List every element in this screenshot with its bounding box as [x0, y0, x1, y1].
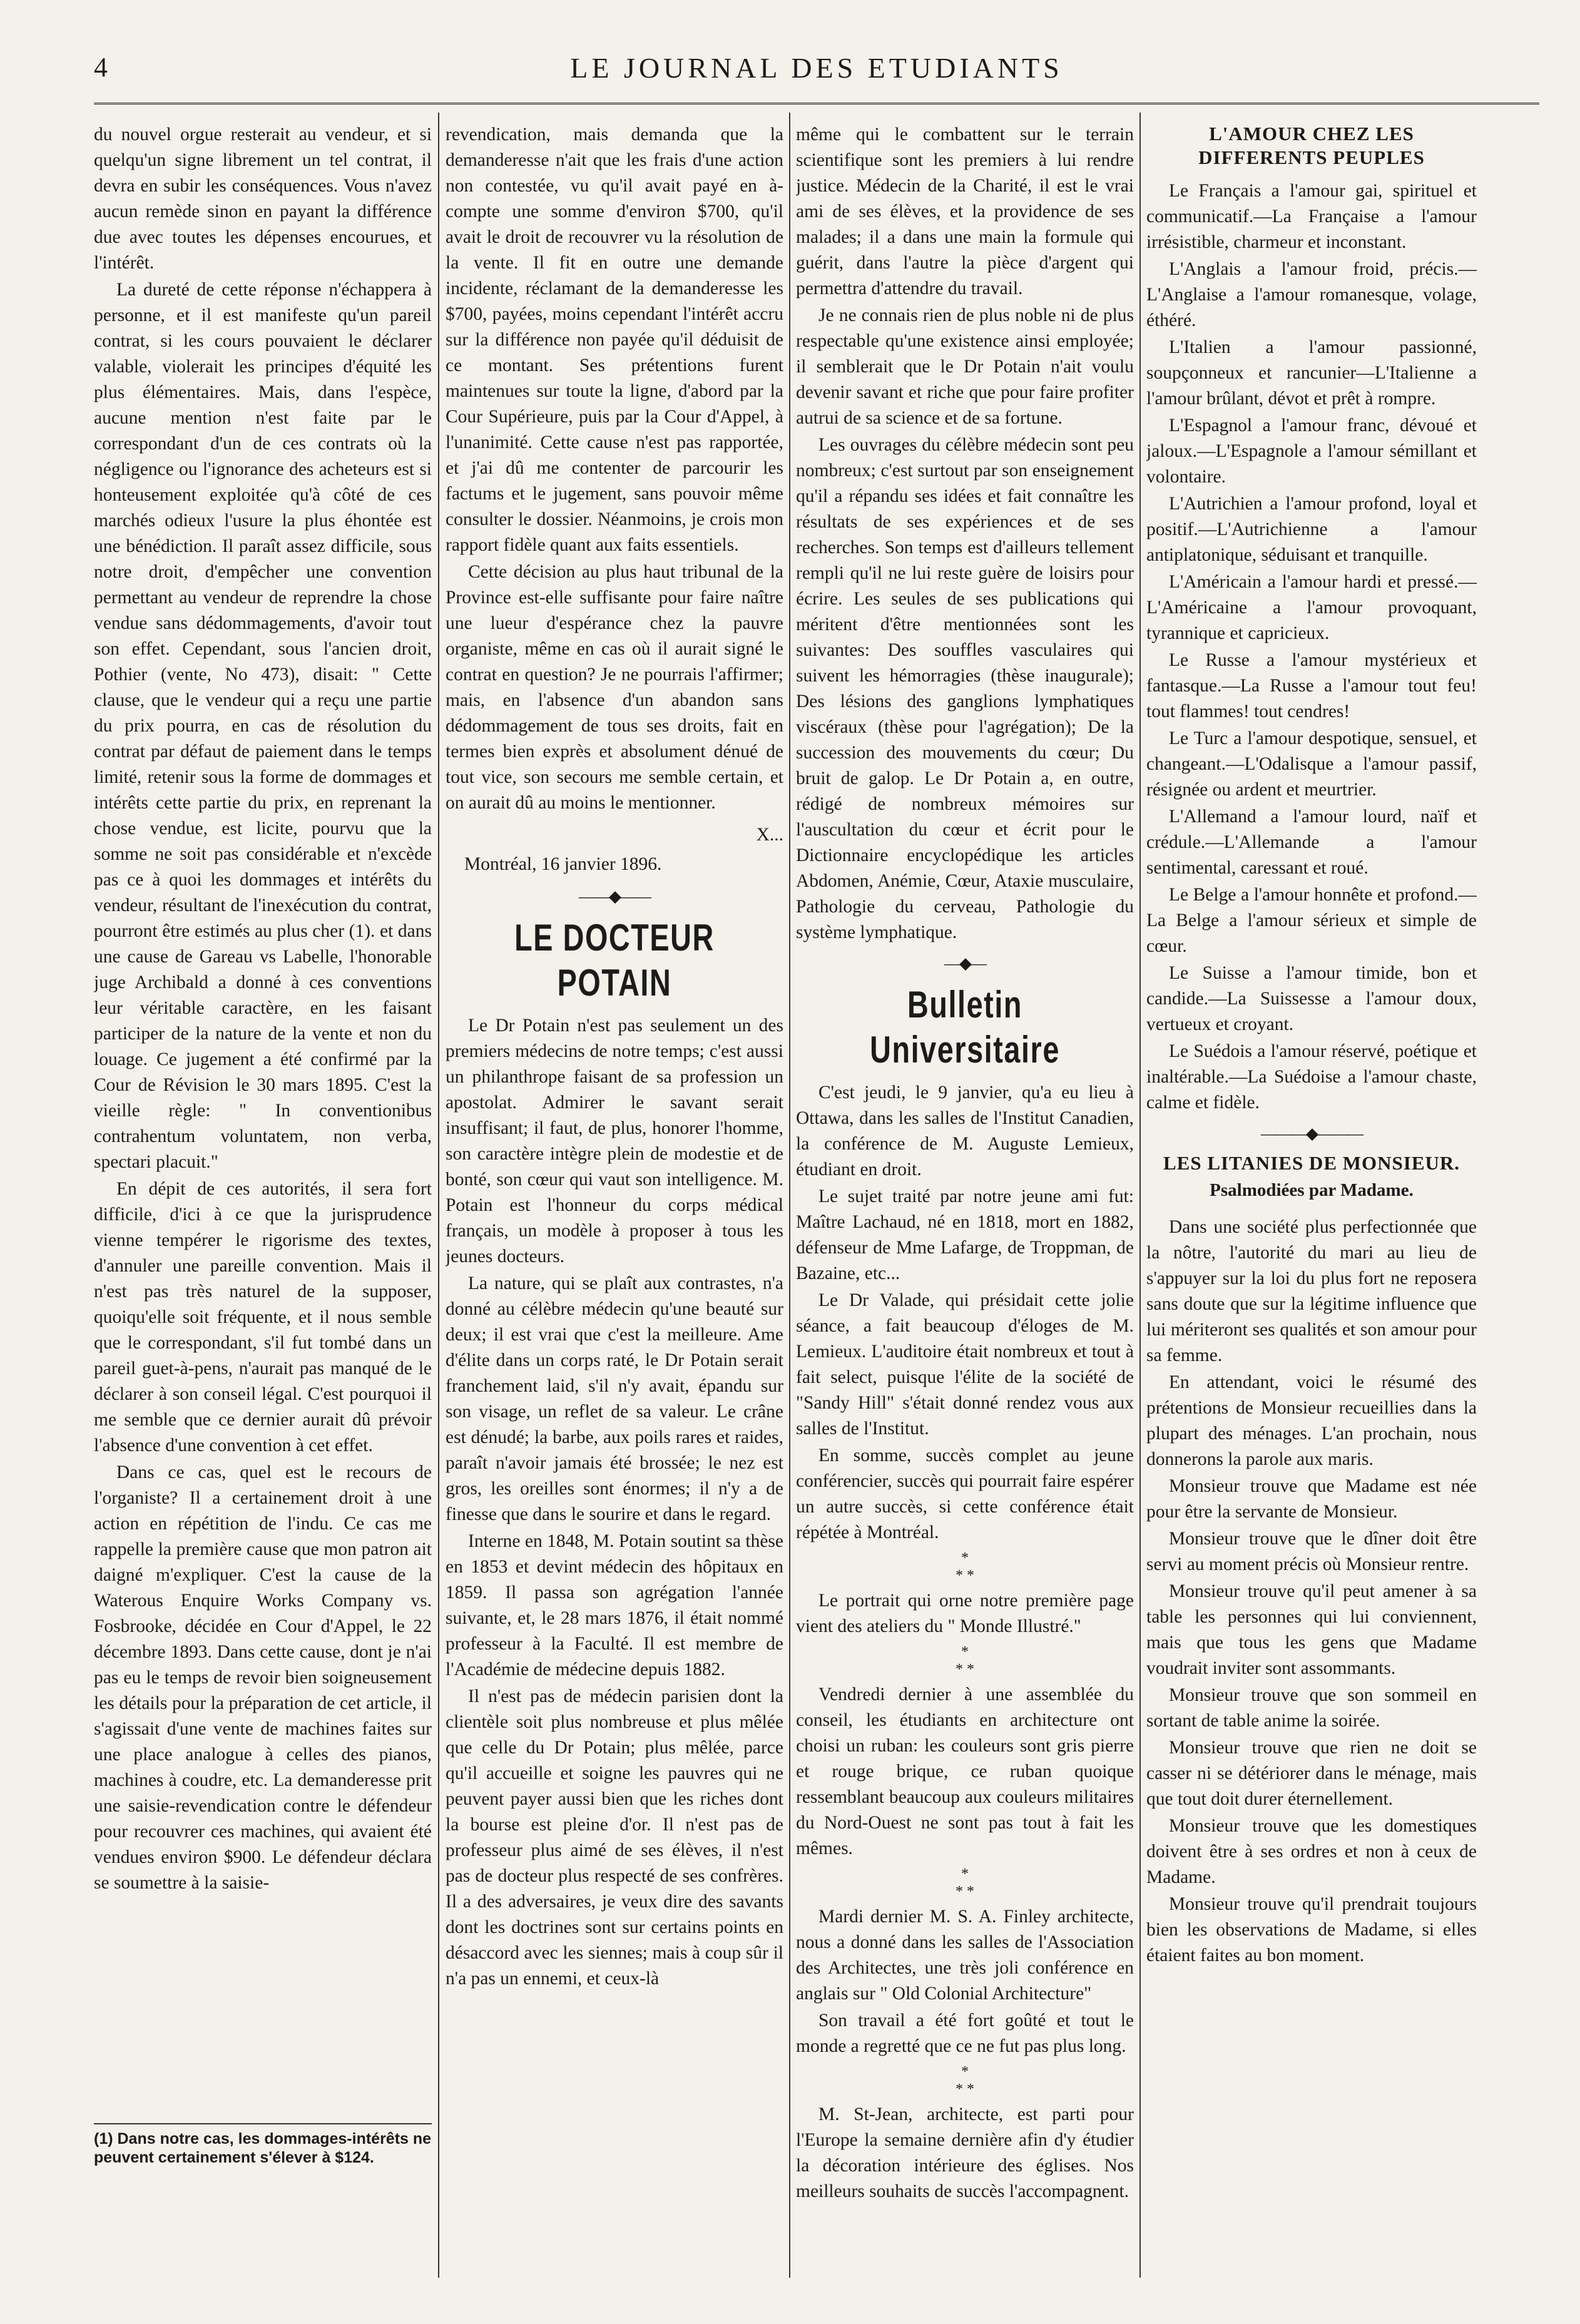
paragraph: La dureté de cette réponse n'échappera à personne, et il est manifeste qu'un pareil contrat, si les cours pouvaient le déclarer valable, violerait les principes d'équité les plus élémentaires. Mais, dans l'espèce, aucune mention n'est faite par le correspondant d'un de ces contrats où la négligence ou l'ignorance des acheteurs est si honteusement exploitée qu'à côté de ces marchés odieux l'usure la plus éhontée est une bénédiction. Il paraît assez difficile, sous notre droit, d'empêcher une convention permettant au vendeur de reprendre la chose vendue sans dédommagements, d'avoir tout son effet. Cependant, sous l'ancien droit, Pothier (vente, No 473), disait: " Cette clause, que le vendeur qui a reçu une partie du prix pourra, en cas de résolution du contrat par défaut de paiement dans le temps limité, retenir sous la forme de dommages et intérêts cette partie du prix, en reprenant la chose vendue, est licite, pourvu que la somme ne soit pas considérable et n'excède pas ce à quoi les dommages et intérêts du vendeur, résultant de l'inexécution du contrat, pourront être estimés au plus cher (1). et dans une cause de Gareau vs Labelle, l'honorable juge Archibald a donné à ces conventions leur véritable caractère, en les faisant participer de la nature de la vente et non du louage. Ce jugement a été confirmé par la Cour de Révision le 30 mars 1895. C'est la vieille règle: " In conventionibus contrahentum voluntatem, non verba, spectari placuit." — [94, 280, 432, 1172]
paragraph: L'Américain a l'amour hardi et pressé.—L'Américaine a l'amour provoquant, tyrannique et capricieux. — [1146, 572, 1477, 643]
asterism-divider: * * * — [956, 1644, 974, 1678]
column-divider — [789, 113, 790, 2278]
paragraph: Monsieur trouve qu'il prendrait toujours bien les observations de Madame, si elles étaient faites au bon moment. — [1146, 1894, 1477, 1965]
paragraph: L'Espagnol a l'amour franc, dévoué et jaloux.—L'Espagnole a l'amour sémillant et volontaire. — [1146, 415, 1477, 487]
article-headline-potain: LE DOCTEUR POTAIN — [514, 917, 715, 1004]
column-4 — [1146, 122, 1477, 2275]
paragraph: Interne en 1848, M. Potain soutint sa thèse en 1853 et devint médecin des hôpitaux en 1859. Il passa son agrégation l'année suivante, et, le 28 mars 1876, il était nommé professeur à la Faculté. Il est membre de l'Académie de médecine depuis 1882. — [446, 1531, 783, 1679]
paragraph: En somme, succès complet au jeune conférencier, succès qui pourrait faire espérer un autre succès, si cette conférence était répétée à Montréal. — [796, 1445, 1134, 1542]
paragraph: C'est jeudi, le 9 janvier, qu'a eu lieu à Ottawa, dans les salles de l'Institut Canadien, la conférence de M. Auguste Lemieux, étudiant en droit. — [796, 1083, 1134, 1180]
paragraph: En dépit de ces autorités, il sera fort difficile, d'ici à ce que la jurisprudence vienne tempérer le rigorisme des textes, d'annuler une pareille convention. Mais il n'est pas très naturel de la supposer, quoiqu'elle soit fréquente, et il nous semble que le correspondant, s'il fut tombé dans un pareil guet-à-pens, n'aurait pas manqué de le déclarer à son conseil légal. C'est pourquoi il me semble que ce dernier aurait dû prévoir l'absence d'une convention à cet effet. — [94, 1179, 432, 1455]
paragraph: Le portrait qui orne notre première page vient des ateliers du " Monde Illustré." — [796, 1591, 1134, 1636]
article-headline-litanies: LES LITANIES DE MONSIEUR. — [1163, 1152, 1460, 1174]
page-header — [94, 51, 1539, 96]
paragraph: revendication, mais demanda que la demanderesse n'ait que les frais d'une action non contestée, vu qu'il avait payé en à-compte une somme d'environ $700, qu'il avait le droit de recouvrer vu la résolution de la vente. Il fit en outre une demande incidente, réclamant de la demanderesse les $700, payées, moins cependant l'intérêt accru sur la différence non payée qu'il déduisit de ce montant. Ses prétentions furent maintenues sur toute la ligne, d'abord par la Cour Supérieure, puis par la Cour d'Appel, à l'unanimité. Cette cause n'est pas rapportée, et j'ai dû me contenter de parcourir les factums et le jugement, sans pouvoir même consulter le dossier. Néanmoins, je crois mon rapport fidèle quant aux faits essentiels. — [446, 125, 783, 555]
paragraph: du nouvel orgue resterait au vendeur, et si quelqu'un signe librement un tel contrat, il devra en subir les conséquences. Vous n'avez aucun remède sinon en payant la différence due avec toutes les dépenses encourues, et l'intérêt. — [94, 125, 432, 273]
header-rule — [94, 103, 1539, 104]
paragraph: Vendredi dernier à une assemblée du conseil, les étudiants en architecture ont choisi un ruban: les couleurs sont gris pierre et rouge brique, ce ruban quoique ressemblant beaucoup aux couleurs militaires du Nord-Ouest ne sont pas tout à fait les mêmes. — [796, 1684, 1134, 1858]
paragraph: Monsieur trouve que Madame est née pour être la servante de Monsieur. — [1146, 1476, 1477, 1522]
column-divider — [1139, 113, 1141, 2278]
paragraph: même qui le combattent sur le terrain scientifique sont les premiers à lui rendre justice. Médecin de la Charité, il est le vrai ami de ses élèves, et la providence de ses malades; il a dans une main la formule qui guérit, dans l'autre la pièce d'argent qui permettra d'attendre du travail. — [796, 125, 1134, 298]
paragraph: Le Suédois a l'amour réservé, poétique et inaltérable.—La Suédoise a l'amour chaste, calme et fidèle. — [1146, 1041, 1477, 1113]
paragraph: Dans ce cas, quel est le recours de l'organiste? Il a certainement droit à une action en répétition de l'indu. Ce cas me rappelle la première cause que mon patron ait daigné m'expliquer. C'est la cause de la Waterous Enquire Works Company vs. Fosbrooke, décidée en Cour d'Appel, le 22 décembre 1893. Dans cette cause, dont je n'ai pas eu le temps de revoir bien soigneusement les détails pour la préparation de cet article, il s'agissait d'une vente de machines faites sur une place analogue à celles des pianos, machines à coudre, etc. La demanderesse prit une saisie-revendication contre le défendeur pour recouvrer ces machines, qui avaient été vendues environ $900. Le défendeur déclara se soumettre à la saisie- — [94, 1462, 432, 1893]
paragraph: L'Anglais a l'amour froid, précis.—L'Anglaise a l'amour romanesque, volage, éthéré. — [1146, 259, 1477, 330]
column-2 — [446, 122, 783, 2275]
paragraph: Cette décision au plus haut tribunal de la Province est-elle suffisante pour faire naître une lueur d'espérance chez la pauvre organiste, même en cas où il aurait signé le contrat en question? Je ne pourrais l'affirmer; mais, en l'absence d'un abandon sans dédommagement de tous ses droits, fait en termes bien exprès et absolument dénué de tout vice, son secours me semble certain, et on aurait dû au moins le mentionner. — [446, 562, 783, 813]
paragraph: Il n'est pas de médecin parisien dont la clientèle soit plus nombreuse et plus mêlée que celle du Dr Potain; plus mêlée, parce qu'il accueille et soigne les pauvres qui ne peuvent payer aussi bien que les riches dont la bourse est pleine d'or. Il n'est pas de professeur plus aimé de ses élèves, il n'est pas de docteur plus respecté de ses confrères. Il a des adversaires, je veux dire des savants dont les doctrines sont sur certains points en désaccord avec les siennes; mais à coup sûr il n'a pas un ennemi, et ceux-là — [446, 1686, 783, 1989]
paragraph: Monsieur trouve que le dîner doit être servi au moment précis où Monsieur rentre. — [1146, 1529, 1477, 1574]
article-subheadline: Psalmodiées par Madame. — [1210, 1180, 1414, 1200]
paragraph: Le Turc a l'amour despotique, sensuel, et changeant.—L'Odalisque a l'amour passif, résignée ou ardent et meurtrier. — [1146, 728, 1477, 800]
page-number: 4 — [94, 52, 108, 83]
paragraph: La nature, qui se plaît aux contrastes, n'a donné au célèbre médecin qu'une beauté sur deux; il est vrai que c'est la meilleure. Ame d'élite dans un corps raté, le Dr Potain serait franchement laid, s'il n'y avait, épandu sur son visage, un reflet de sa valeur. Le crâne est dénudé; la barbe, aux poils rares et raides, paraît n'avoir jamais été brossée; le nez est gros, les oreilles sont énormes; il n'y a de finesse que dans le sourire et dans le regard. — [446, 1273, 783, 1524]
ornament-divider: ——◆—— — [579, 887, 650, 905]
paragraph: Monsieur trouve que rien ne doit se casser ni se détériorer dans le ménage, mais que tout doit durer éternellement. — [1146, 1738, 1477, 1809]
paragraph: Le Dr Valade, qui présidait cette jolie séance, a fait beaucoup d'éloges de M. Lemieux. L'auditoire était nombreux et tout à fait select, puisque l'élite de la société de "Sandy Hill" s'était donné rendez vous aux salles de l'Institut. — [796, 1290, 1134, 1439]
footnote: (1) Dans notre cas, les dommages-intérêts ne peuvent certainement s'élever à $124. — [94, 2123, 432, 2167]
paragraph: L'Allemand a l'amour lourd, naïf et crédule.—L'Allemande a l'amour sentimental, caressant et roué. — [1146, 807, 1477, 878]
journal-title: LE JOURNAL DES ETUDIANTS — [570, 52, 1063, 84]
paragraph: M. St-Jean, architecte, est parti pour l'Europe la semaine dernière afin d'y étudier la décoration intérieure des églises. Nos meilleurs souhaits de succès l'accompagnent. — [796, 2104, 1134, 2201]
column-divider — [438, 113, 439, 2278]
paragraph: Mardi dernier M. S. A. Finley architecte, nous a donné dans les salles de l'Association des Architectes, une très joli conférence en anglais sur " Old Colonial Architecture" — [796, 1907, 1134, 2004]
paragraph: Le sujet traité par notre jeune ami fut: Maître Lachaud, né en 1818, mort en 1882, défenseur de Mme Lafarge, de Troppman, de Bazaine, etc... — [796, 1186, 1134, 1283]
article-headline-bulletin: Bulletin Universitaire — [870, 984, 1060, 1071]
ornament-divider: —◆— — [944, 954, 986, 972]
author-signature: X... — [756, 825, 783, 845]
asterism-divider: * * * — [956, 1866, 974, 1900]
paragraph: Le Dr Potain n'est pas seulement un des premiers médecins de notre temps; c'est aussi un philanthrope faisant de sa profession un apostolat. Admirer le savant serait insuffisant; il faut, de plus, honorer l'homme, son caractère intègre plein de modestie et de bonté, son cœur qui vaut son intelligence. M. Potain est l'honneur du corps médical français, un modèle à proposer à tous les jeunes docteurs. — [446, 1016, 783, 1266]
paragraph: Les ouvrages du célèbre médecin sont peu nombreux; c'est surtout par son enseignement qu'il a répandu ses idées et fait connaître les résultats de ses expériences et de ses recherches. Son temps est d'ailleurs tellement rempli qu'il ne lui reste guère de loisirs pour écrire. Les seules de ses publications qui méritent d'être mentionnées sont les suivantes: Des souffles vasculaires qui suivent les hémorragies (thèse inaugurale); Des lésions des ganglions lymphatiques viscéraux (thèse pour l'agrégation); De la succession des mouvements du cœur; Du bruit de galop. Le Dr Potain a, en outre, rédigé de nombreux mémoires sur l'auscultation du cœur et écrit pour le Dictionnaire encyclopédique les articles Abdomen, Anémie, Cœur, Ataxie musculaire, Pathologie du cerveau, Pathologie du système lymphatique. — [796, 435, 1134, 942]
dateline: Montréal, 16 janvier 1896. — [464, 854, 662, 874]
paragraph: L'Italien a l'amour passionné, soupçonneux et rancunier—L'Italienne a l'amour brûlant, dévot et prêt à rompre. — [1146, 337, 1477, 409]
paragraph: Monsieur trouve que les domestiques doivent être à ses ordres et non à ceux de Madame. — [1146, 1816, 1477, 1887]
column-1 — [94, 122, 432, 2112]
paragraph: Son travail a été fort goûté et tout le monde a regretté que ce ne fut pas plus long. — [796, 2011, 1134, 2056]
paragraph: Monsieur trouve qu'il peut amener à sa table les personnes qui lui conviennent, mais que tous les gens que Madame voudrait inviter sont assommants. — [1146, 1581, 1477, 1678]
column-3 — [796, 122, 1134, 2275]
paragraph: Le Suisse a l'amour timide, bon et candide.—La Suissesse a l'amour doux, vertueux et croyant. — [1146, 963, 1477, 1034]
paragraph: Le Russe a l'amour mystérieux et fantasque.—La Russe a l'amour tout feu! tout flammes! tout cendres! — [1146, 650, 1477, 721]
article-headline-amour: L'AMOUR CHEZ LES DIFFERENTS PEUPLES — [1198, 123, 1425, 168]
asterism-divider: * * * — [956, 1550, 974, 1584]
paragraph: Le Français a l'amour gai, spirituel et communicatif.—La Française a l'amour irrésistible, charmeur et inconstant. — [1146, 181, 1477, 252]
paragraph: Le Belge a l'amour honnête et profond.—La Belge a l'amour sérieux et simple de cœur. — [1146, 885, 1477, 956]
paragraph: L'Autrichien a l'amour profond, loyal et positif.—L'Autrichienne a l'amour antiplatonique, séduisant et tranquille. — [1146, 494, 1477, 565]
paragraph: Monsieur trouve que son sommeil en sortant de table anime la soirée. — [1146, 1685, 1477, 1731]
ornament-divider: ———◆——— — [1261, 1124, 1362, 1143]
paragraph: Je ne connais rien de plus noble ni de plus respectable qu'une existence ainsi employée; il semblerait que le Dr Potain n'ait voulu devenir savant et riche que pour faire profiter autrui de sa science et de sa fortune. — [796, 305, 1134, 428]
paragraph: En attendant, voici le résumé des prétentions de Monsieur recueillies dans la plupart des ménages. L'an prochain, nous donnerons la parole aux maris. — [1146, 1372, 1477, 1469]
paragraph: Dans une société plus perfectionnée que la nôtre, l'autorité du mari au lieu de s'appuyer sur la loi du plus fort ne reposera sans doute que sur la légitime influence que lui mériteront ses qualités et son amour pour sa femme. — [1146, 1217, 1477, 1365]
asterism-divider: * * * — [956, 2064, 974, 2097]
